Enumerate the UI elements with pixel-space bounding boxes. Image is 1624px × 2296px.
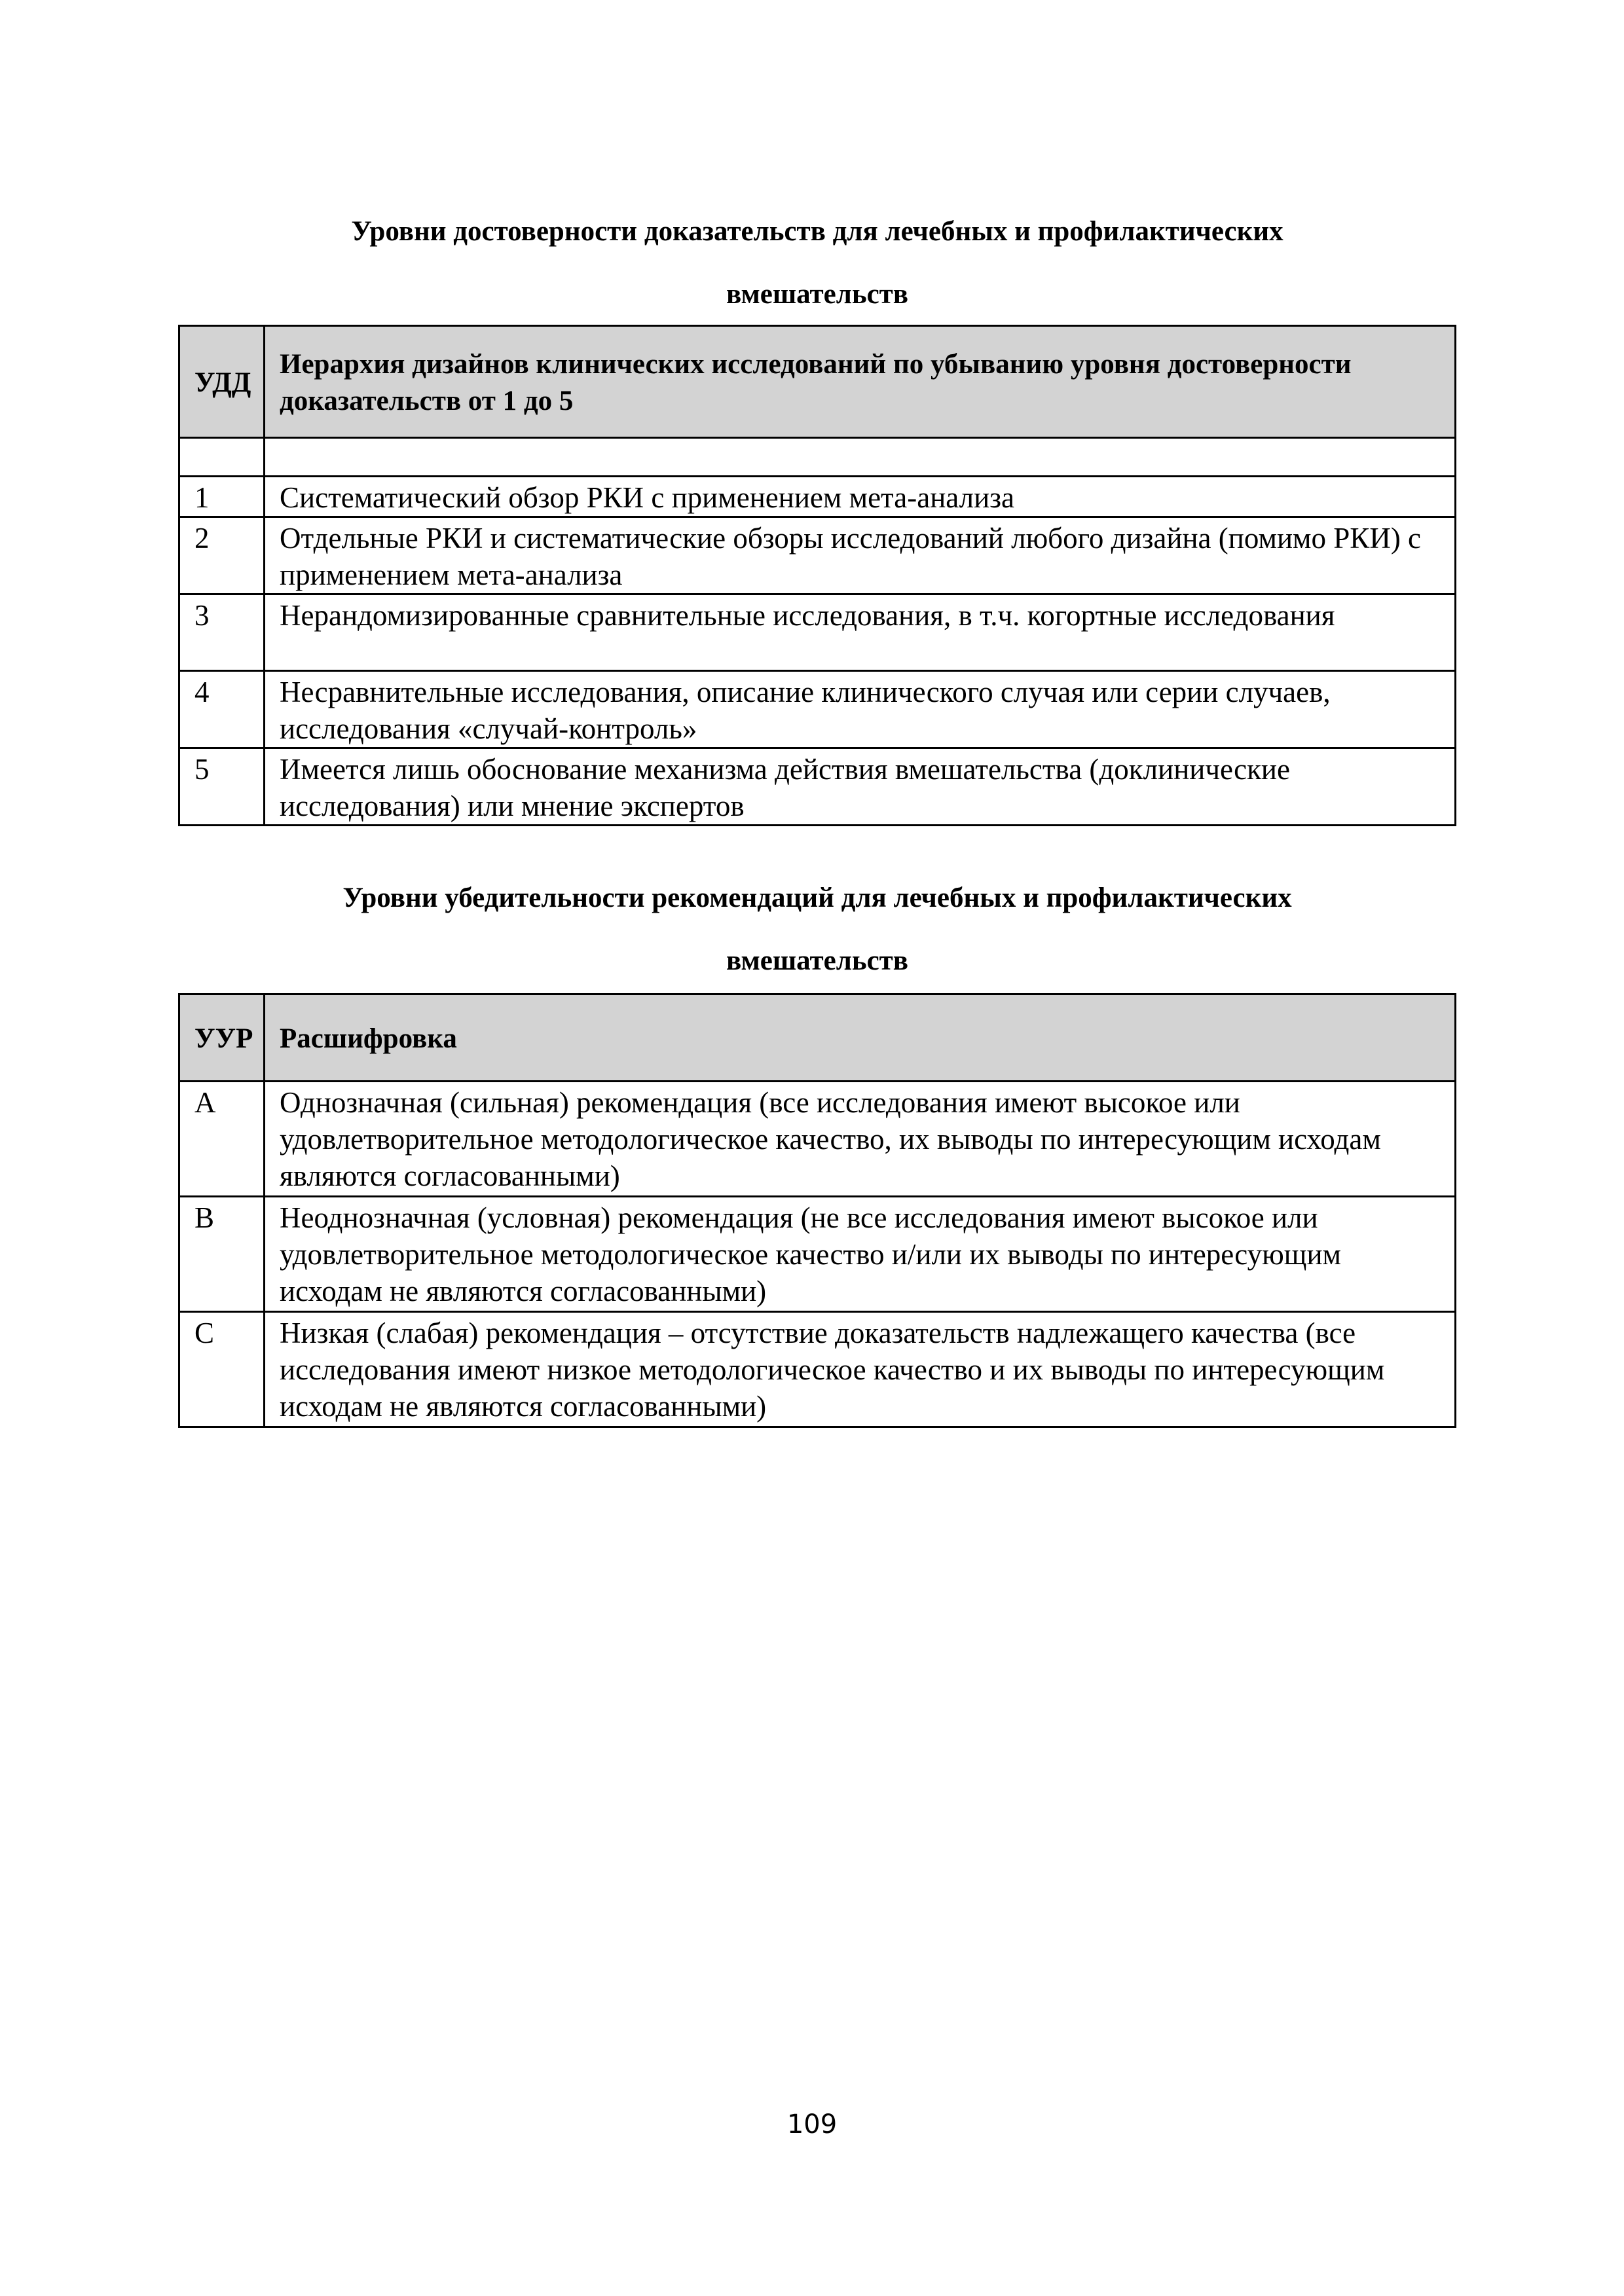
page-number: 109 xyxy=(786,2109,838,2140)
heading-line: вмешательств xyxy=(726,279,909,310)
grade-code-cell: B xyxy=(179,1197,265,1312)
level-description-cell: Несравнительные исследования, описание клинического случая или серии случаев, исследования «случай-контроль» xyxy=(265,671,1456,748)
table-row xyxy=(179,1197,1456,1312)
level-code-cell: 1 xyxy=(179,477,265,517)
level-description-cell: Отдельные РКИ и систематические обзоры исследований любого дизайна (помимо РКИ) с применением мета-анализа xyxy=(265,517,1456,594)
table-row xyxy=(179,517,1456,594)
level-description-cell: Имеется лишь обоснование механизма действия вмешательства (доклинические исследования) или мнение экспертов xyxy=(265,748,1456,826)
grade-code-cell: A xyxy=(179,1082,265,1197)
table-row xyxy=(179,1082,1456,1197)
table-header-row xyxy=(179,994,1456,1082)
header-code-cell: УУР xyxy=(179,994,265,1082)
recommendation-levels-heading xyxy=(178,867,1456,993)
table-row xyxy=(179,477,1456,517)
level-description-cell: Нерандомизированные сравнительные исследования, в т.ч. когортные исследования xyxy=(265,594,1456,671)
table-row xyxy=(179,671,1456,748)
table-row xyxy=(179,594,1456,671)
evidence-levels-table xyxy=(178,325,1456,826)
level-description-cell: Систематический обзор РКИ с применением мета-анализа xyxy=(265,477,1456,517)
heading-line: Уровни убедительности рекомендаций для лечебных и профилактических xyxy=(342,883,1292,913)
table-header-row xyxy=(179,326,1456,438)
level-code-cell: 2 xyxy=(179,517,265,594)
empty-cell xyxy=(265,438,1456,477)
heading-line: Уровни достоверности доказательств для лечебных и профилактических xyxy=(351,216,1283,247)
header-description-cell: Расшифровка xyxy=(265,994,1456,1082)
table-row xyxy=(179,748,1456,826)
grade-description-cell: Однозначная (сильная) рекомендация (все исследования имеют высокое или удовлетворительное методологическое качество, их выводы по интересующим исходам являются согласованными) xyxy=(265,1082,1456,1197)
empty-row xyxy=(179,438,1456,477)
header-code-cell: УДД xyxy=(179,326,265,438)
header-description-cell: Иерархия дизайнов клинических исследований по убыванию уровня достоверности доказательств от 1 до 5 xyxy=(265,326,1456,438)
grade-description-cell: Неоднозначная (условная) рекомендация (не все исследования имеют высокое или удовлетворительное методологическое качество и/или их выводы по интересующим исходам не являются согласованными) xyxy=(265,1197,1456,1312)
level-code-cell: 3 xyxy=(179,594,265,671)
grade-code-cell: C xyxy=(179,1312,265,1427)
evidence-levels-heading xyxy=(178,200,1456,326)
grade-description-cell: Низкая (слабая) рекомендация – отсутствие доказательств надлежащего качества (все исследования имеют низкое методологическое качество и их выводы по интересующим исходам не являются согласованными) xyxy=(265,1312,1456,1427)
level-code-cell: 4 xyxy=(179,671,265,748)
table-row xyxy=(179,1312,1456,1427)
empty-cell xyxy=(179,438,265,477)
level-code-cell: 5 xyxy=(179,748,265,826)
heading-line: вмешательств xyxy=(726,945,909,976)
recommendation-levels-table xyxy=(178,993,1456,1428)
